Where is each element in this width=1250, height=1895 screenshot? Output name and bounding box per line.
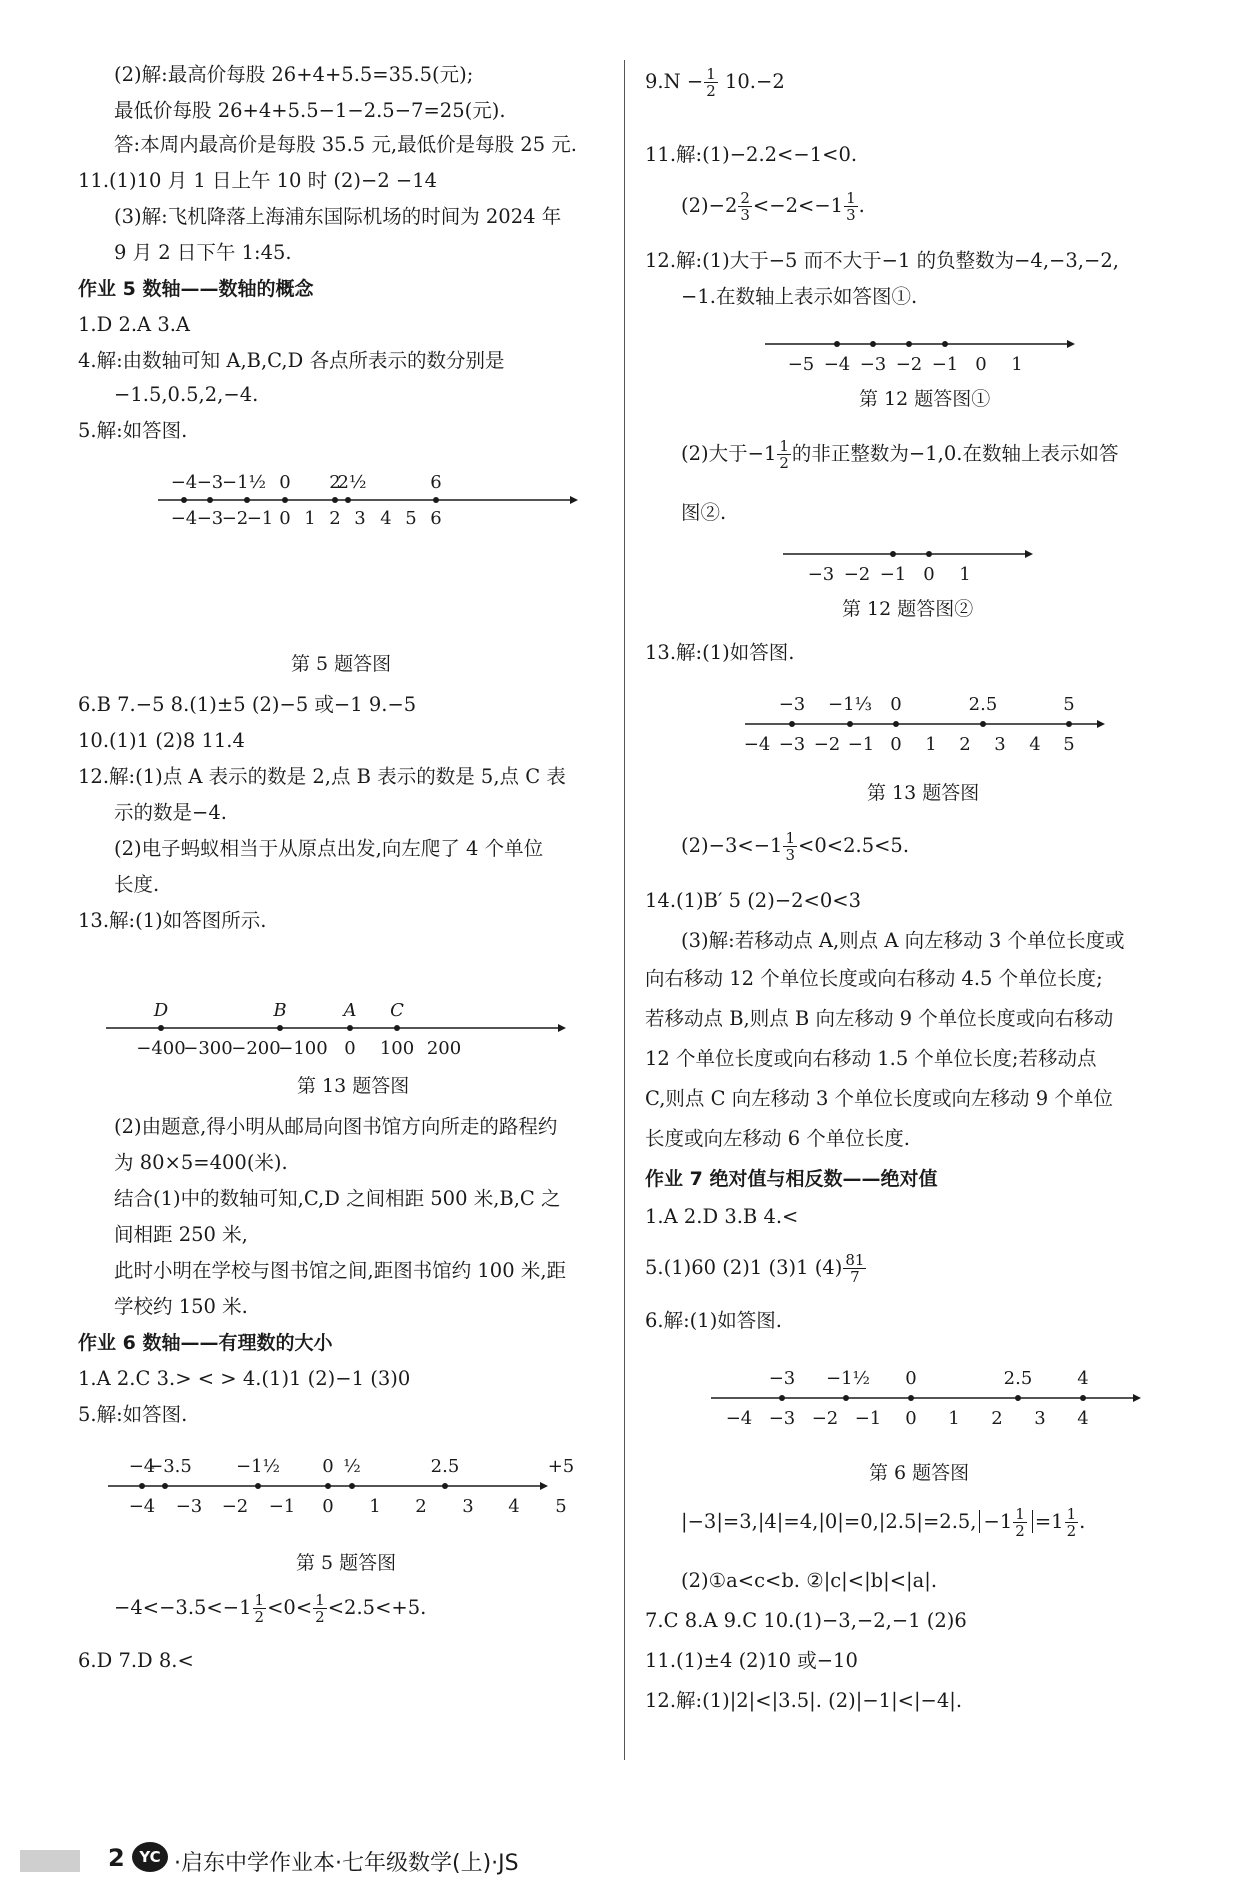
fraction: $\frac{81}{7}$ xyxy=(845,1251,865,1286)
svg-text:−4: −4 xyxy=(170,472,198,493)
figure-caption: 第 5 题答图 xyxy=(296,1552,397,1574)
svg-text:−3: −3 xyxy=(807,564,835,585)
svg-text:2: 2 xyxy=(329,508,341,529)
svg-text:−3: −3 xyxy=(768,1408,796,1429)
text-line: (2)−3<−1 $\frac{1}{3}$ <0<2.5<5. xyxy=(681,829,910,864)
svg-text:6: 6 xyxy=(430,472,442,493)
svg-text:1: 1 xyxy=(304,508,316,529)
text-line: 6.解:(1)如答图. xyxy=(645,1309,782,1332)
axis-ticks xyxy=(171,508,442,529)
svg-text:−2: −2 xyxy=(843,564,871,585)
fraction: $\frac{1}{3}$ xyxy=(785,829,795,864)
text-line: 7.C 8.A 9.C 10.(1)−3,−2,−1 (2)6 xyxy=(645,1609,967,1632)
text-line: 6.D 7.D 8.< xyxy=(78,1649,194,1672)
number-line-b xyxy=(106,992,566,1062)
text-line: 间相距 250 米, xyxy=(114,1223,248,1246)
fraction: $\frac{1}{2}$ xyxy=(254,1591,265,1626)
text-line: 长度. xyxy=(114,873,160,896)
svg-text:−2: −2 xyxy=(221,508,249,529)
svg-text:2: 2 xyxy=(991,1408,1003,1429)
svg-text:0: 0 xyxy=(279,508,291,529)
svg-text:C: C xyxy=(390,1000,404,1021)
svg-text:−2: −2 xyxy=(221,1496,249,1517)
text-line: 5.解:如答图. xyxy=(78,1403,188,1426)
svg-text:5: 5 xyxy=(405,508,417,529)
point-labels xyxy=(171,472,442,493)
svg-text:−3: −3 xyxy=(778,694,806,715)
footer-bar xyxy=(20,1850,80,1872)
text-line: 为 80×5=400(米). xyxy=(114,1151,288,1174)
text-line: 12 个单位长度或向右移动 1.5 个单位长度;若移动点 xyxy=(645,1047,1097,1070)
svg-text:1: 1 xyxy=(369,1496,381,1517)
svg-text:−5: −5 xyxy=(787,354,815,375)
fraction: $\frac{1}{2}$ xyxy=(779,437,789,472)
absolute-value: −1 $\frac{1}{2}$ xyxy=(979,1510,1033,1533)
column-divider xyxy=(624,60,625,1760)
svg-text:−4: −4 xyxy=(823,354,851,375)
page-number: 2 xyxy=(108,1844,125,1872)
svg-text:2: 2 xyxy=(415,1496,427,1517)
svg-text:1: 1 xyxy=(1011,354,1023,375)
text-line: (2)解:最高价每股 26+4+5.5=35.5(元); xyxy=(114,63,474,86)
svg-text:−1: −1 xyxy=(246,508,274,529)
svg-text:−4: −4 xyxy=(725,1408,753,1429)
svg-text:−3: −3 xyxy=(768,1368,796,1389)
svg-text:A: A xyxy=(343,1000,357,1021)
text-line: |−3|=3,|4|=4,|0|=0,|2.5|=2.5, −1 $\frac{1}{2}$ =1 $\frac{1}{2}$ . xyxy=(681,1505,1086,1540)
text-line: (2)①a<c<b. ②|c|<|b|<|a|. xyxy=(681,1569,938,1592)
svg-text:4: 4 xyxy=(1029,734,1041,755)
svg-text:6: 6 xyxy=(430,508,442,529)
svg-text:4: 4 xyxy=(380,508,392,529)
figure-caption: 第 12 题答图② xyxy=(842,598,974,620)
svg-text:−3.5: −3.5 xyxy=(148,1456,192,1477)
svg-text:2.5: 2.5 xyxy=(968,694,998,715)
text-line: 答:本周内最高价是每股 35.5 元,最低价是每股 25 元. xyxy=(114,133,577,156)
text-line: 5.(1)60 (2)1 (3)1 (4) $\frac{81}{7}$ xyxy=(645,1251,865,1286)
svg-text:+5: +5 xyxy=(547,1456,575,1477)
text-line: 5.解:如答图. xyxy=(78,419,188,442)
text-line: 11.(1)10 月 1 日上午 10 时 (2)−2 −14 xyxy=(78,169,438,192)
text-line: 学校约 150 米. xyxy=(114,1295,248,1318)
fraction: $\frac{1}{3}$ xyxy=(846,189,856,224)
number-line-g xyxy=(711,1354,1141,1434)
svg-text:−200: −200 xyxy=(231,1038,281,1059)
text-line: 长度或向左移动 6 个单位长度. xyxy=(645,1127,911,1150)
svg-text:−2: −2 xyxy=(813,734,841,755)
svg-text:−3: −3 xyxy=(175,1496,203,1517)
figure-caption: 第 5 题答图 xyxy=(291,653,392,675)
section-heading-6: 作业 6 数轴——有理数的大小 xyxy=(78,1332,333,1354)
svg-text:−100: −100 xyxy=(278,1038,328,1059)
svg-text:5: 5 xyxy=(1063,734,1075,755)
axis-ticks xyxy=(726,1408,1089,1429)
number-line-a xyxy=(158,462,578,532)
svg-text:−3: −3 xyxy=(778,734,806,755)
section-heading-5: 作业 5 数轴——数轴的概念 xyxy=(78,278,314,300)
svg-text:1: 1 xyxy=(959,564,971,585)
svg-text:−4: −4 xyxy=(743,734,771,755)
number-line-f xyxy=(745,682,1105,757)
section-heading-7: 作业 7 绝对值与相反数——绝对值 xyxy=(645,1168,938,1190)
text-line: (2)电子蚂蚁相当于从原点出发,向左爬了 4 个单位 xyxy=(114,837,544,860)
fraction: $\frac{1}{2}$ xyxy=(1066,1505,1077,1540)
publisher-logo: YC xyxy=(132,1842,168,1872)
text-line: 最低价每股 26+4+5.5−1−2.5−7=25(元). xyxy=(114,99,506,122)
svg-text:2: 2 xyxy=(959,734,971,755)
point-labels xyxy=(779,694,1075,715)
svg-text:−4: −4 xyxy=(128,1456,156,1477)
text-line: 9 月 2 日下午 1:45. xyxy=(114,241,292,264)
figure-caption: 第 6 题答图 xyxy=(869,1462,970,1484)
svg-text:−1⅓: −1⅓ xyxy=(828,694,872,715)
svg-text:0: 0 xyxy=(905,1368,917,1389)
svg-text:1: 1 xyxy=(948,1408,960,1429)
text-line: 9.N − $\frac{1}{2}$ 10.−2 xyxy=(645,65,785,100)
svg-text:2½: 2½ xyxy=(337,472,367,493)
number-line-d xyxy=(765,330,1075,380)
book-title: ·启东中学作业本·七年级数学(上)·JS xyxy=(174,1851,519,1876)
page-footer xyxy=(0,1830,1250,1895)
svg-text:0: 0 xyxy=(279,472,291,493)
text-line: 图②. xyxy=(681,501,727,524)
svg-text:−400: −400 xyxy=(136,1038,186,1059)
text-line: (2)由题意,得小明从邮局向图书馆方向所走的路程约 xyxy=(114,1115,558,1138)
axis-ticks xyxy=(136,1038,461,1059)
text-line: 1.A 2.C 3.> < > 4.(1)1 (2)−1 (3)0 xyxy=(78,1367,411,1390)
fraction: $\frac{1}{2}$ xyxy=(315,1591,325,1626)
text-line: 结合(1)中的数轴可知,C,D 之间相距 500 米,B,C 之 xyxy=(114,1187,561,1210)
text-line: 11.解:(1)−2.2<−1<0. xyxy=(645,143,858,166)
point-labels xyxy=(769,1368,1089,1389)
svg-text:−1: −1 xyxy=(854,1408,882,1429)
svg-text:100: 100 xyxy=(379,1038,415,1059)
text-line: (3)解:若移动点 A,则点 A 向左移动 3 个单位长度或 xyxy=(681,929,1125,952)
text-line: 11.(1)±4 (2)10 或−10 xyxy=(645,1649,858,1672)
axis-ticks xyxy=(808,564,971,585)
svg-text:B: B xyxy=(273,1000,287,1021)
svg-text:−1: −1 xyxy=(931,354,959,375)
axis-ticks xyxy=(744,734,1075,755)
text-line: 13.解:(1)如答图所示. xyxy=(78,909,267,932)
figure-caption: 第 13 题答图 xyxy=(867,782,980,804)
text-line: 10.(1)1 (2)8 11.4 xyxy=(78,729,245,752)
svg-text:−2: −2 xyxy=(811,1408,839,1429)
svg-text:0: 0 xyxy=(890,694,902,715)
svg-text:4: 4 xyxy=(508,1496,520,1517)
figure-caption: 第 12 题答图① xyxy=(859,388,991,410)
text-line: 若移动点 B,则点 B 向左移动 9 个单位长度或向右移动 xyxy=(645,1007,1114,1030)
svg-text:−4: −4 xyxy=(170,508,198,529)
text-line: (2)大于−1 $\frac{1}{2}$ 的非正整数为−1,0.在数轴上表示如答 xyxy=(681,437,1119,472)
axis-ticks xyxy=(129,1496,567,1517)
svg-text:D: D xyxy=(153,1000,169,1021)
svg-text:2.5: 2.5 xyxy=(430,1456,460,1477)
point-labels xyxy=(129,1456,575,1477)
svg-text:−300: −300 xyxy=(183,1038,233,1059)
svg-text:0: 0 xyxy=(923,564,935,585)
text-line: 此时小明在学校与图书馆之间,距图书馆约 100 米,距 xyxy=(114,1259,567,1282)
text-line: −4<−3.5<−1 $\frac{1}{2}$ <0< $\frac{1}{2}$ <2.5<+5. xyxy=(114,1591,427,1626)
text-line: 13.解:(1)如答图. xyxy=(645,641,795,664)
svg-text:0: 0 xyxy=(322,1456,334,1477)
text-line: C,则点 C 向左移动 3 个单位长度或向左移动 9 个单位 xyxy=(645,1087,1113,1110)
text-line: 示的数是−4. xyxy=(114,801,227,824)
svg-text:4: 4 xyxy=(1077,1408,1089,1429)
text-line: 1.D 2.A 3.A xyxy=(78,313,191,336)
number-line-c xyxy=(108,1442,575,1522)
svg-text:0: 0 xyxy=(344,1038,356,1059)
svg-text:2.5: 2.5 xyxy=(1003,1368,1033,1389)
svg-text:3: 3 xyxy=(462,1496,474,1517)
text-line: 向右移动 12 个单位长度或向右移动 4.5 个单位长度; xyxy=(645,967,1103,990)
svg-text:1: 1 xyxy=(925,734,937,755)
svg-text:5: 5 xyxy=(1063,694,1075,715)
svg-text:−4: −4 xyxy=(128,1496,156,1517)
svg-text:−1: −1 xyxy=(268,1496,296,1517)
text-line: 1.A 2.D 3.B 4.< xyxy=(645,1205,799,1228)
text-line: 12.解:(1)点 A 表示的数是 2,点 B 表示的数是 5,点 C 表 xyxy=(78,765,566,788)
svg-text:0: 0 xyxy=(890,734,902,755)
svg-text:200: 200 xyxy=(426,1038,462,1059)
svg-text:−3: −3 xyxy=(859,354,887,375)
svg-text:−3: −3 xyxy=(196,508,224,529)
svg-text:−1: −1 xyxy=(879,564,907,585)
svg-text:3: 3 xyxy=(994,734,1006,755)
text-line: −1.5,0.5,2,−4. xyxy=(114,383,259,406)
axis-ticks xyxy=(788,354,1023,375)
svg-text:3: 3 xyxy=(354,508,366,529)
text-line: (3)解:飞机降落上海浦东国际机场的时间为 2024 年 xyxy=(114,205,562,228)
svg-text:−3: −3 xyxy=(196,472,224,493)
svg-text:−1½: −1½ xyxy=(222,472,266,493)
svg-text:−2: −2 xyxy=(895,354,923,375)
fraction: $\frac{2}{3}$ xyxy=(740,189,750,224)
point-labels xyxy=(153,1000,404,1021)
text-line: 12.解:(1)大于−5 而不大于−1 的负整数为−4,−3,−2, xyxy=(645,249,1119,272)
text-line: (2)−2 $\frac{2}{3}$ <−2<−1 $\frac{1}{3}$ . xyxy=(681,189,865,224)
number-line-e xyxy=(783,540,1033,590)
svg-text:−1½: −1½ xyxy=(826,1368,870,1389)
svg-text:4: 4 xyxy=(1077,1368,1089,1389)
text-line: −1.在数轴上表示如答图①. xyxy=(681,285,918,308)
svg-text:½: ½ xyxy=(343,1456,361,1477)
text-line: 14.(1)B′ 5 (2)−2<0<3 xyxy=(645,889,862,912)
text-line: 12.解:(1)|2|<|3.5|. (2)|−1|<|−4|. xyxy=(645,1689,963,1712)
svg-text:−1½: −1½ xyxy=(236,1456,280,1477)
svg-text:0: 0 xyxy=(905,1408,917,1429)
svg-text:0: 0 xyxy=(322,1496,334,1517)
svg-text:2: 2 xyxy=(329,472,341,493)
svg-text:3: 3 xyxy=(1034,1408,1046,1429)
fraction: $\frac{1}{2}$ xyxy=(1015,1505,1025,1540)
figure-caption: 第 13 题答图 xyxy=(297,1075,410,1097)
svg-text:5: 5 xyxy=(555,1496,567,1517)
text-line: 6.B 7.−5 8.(1)±5 (2)−5 或−1 9.−5 xyxy=(78,693,417,716)
fraction: $\frac{1}{2}$ xyxy=(706,65,716,100)
svg-text:0: 0 xyxy=(975,354,987,375)
svg-text:−1: −1 xyxy=(847,734,875,755)
text-line: 4.解:由数轴可知 A,B,C,D 各点所表示的数分别是 xyxy=(78,349,505,372)
